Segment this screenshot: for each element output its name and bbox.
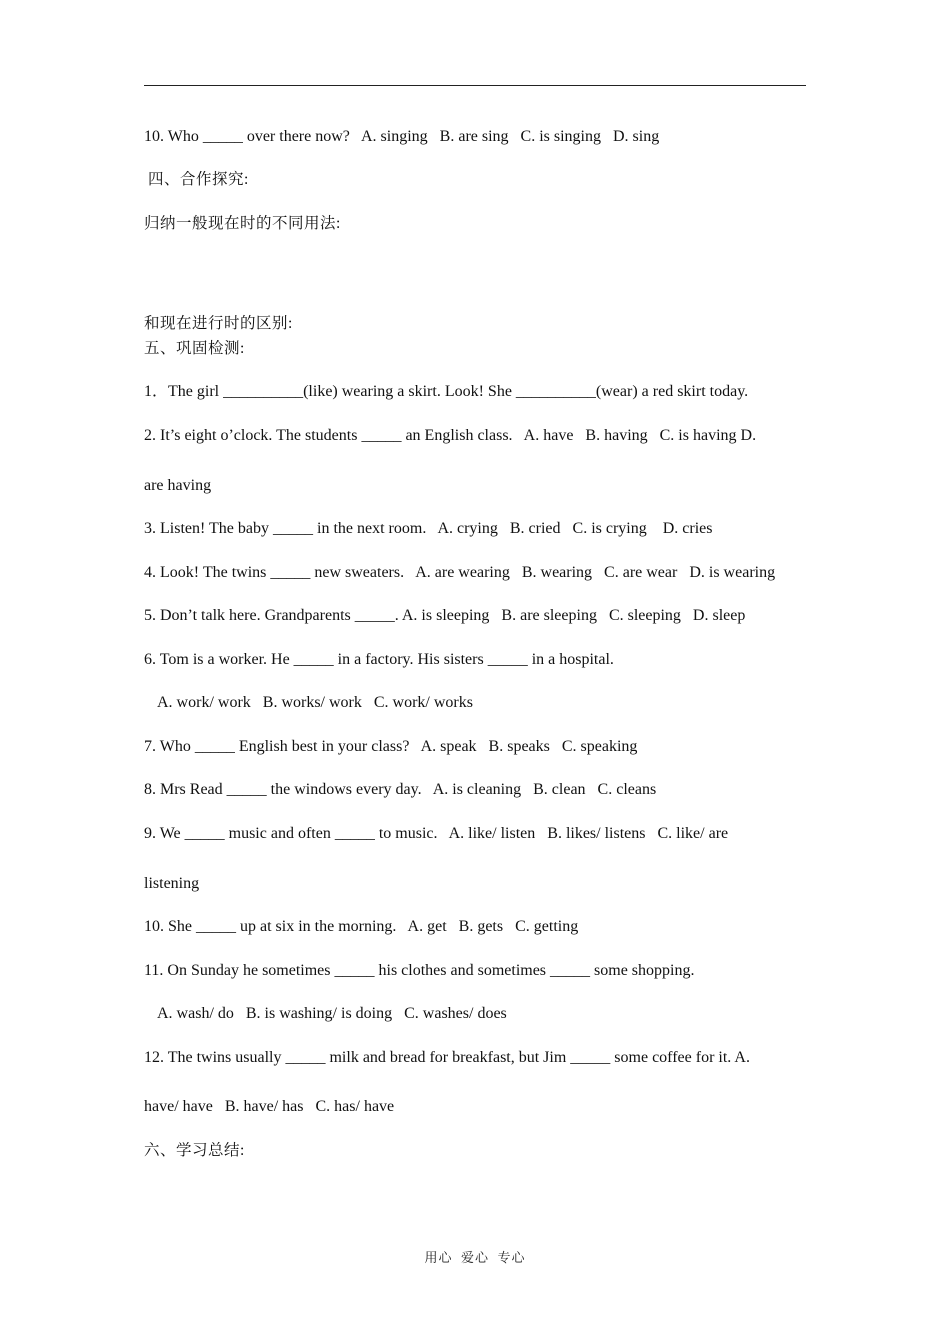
exercise-7: 7. Who _____ English best in your class? A. speak B. speaks C. speaking (144, 738, 638, 755)
exercise-12: 12. The twins usually _____ milk and bread for breakfast, but Jim _____ some coffee for it. A. (144, 1049, 750, 1066)
section-five-heading: 五、巩固检测: (144, 340, 245, 357)
exercise-1: 1．The girl __________(like) wearing a skirt. Look! She __________(wear) a red skirt today. (144, 383, 749, 400)
exercise-11: 11. On Sunday he sometimes _____ his clothes and sometimes _____ some shopping. (144, 962, 695, 979)
exercise-12-continued: have/ have B. have/ has C. has/ have (144, 1098, 395, 1115)
exercise-5: 5. Don’t talk here. Grandparents _____. A. is sleeping B. are sleeping C. sleeping D. sleep (144, 607, 746, 624)
exercise-9: 9. We _____ music and often _____ to music. A. like/ listen B. likes/ listens C. like/ are (144, 825, 729, 842)
exercise-10: 10. She _____ up at six in the morning. A. get B. gets C. getting (144, 918, 579, 935)
exercise-2-continued: are having (144, 477, 212, 494)
question-10-continuous: 10. Who _____ over there now? A. singing B. are sing C. is singing D. sing (144, 128, 660, 145)
exercise-6: 6. Tom is a worker. He _____ in a factory. His sisters _____ in a hospital. (144, 651, 614, 668)
exercise-6-options: A. work/ work B. works/ work C. work/ works (157, 694, 473, 711)
header-rule (144, 85, 806, 86)
difference-prompt: 和现在进行时的区别: (144, 315, 293, 332)
page-footer: 用心 爱心 专心 (424, 1250, 526, 1265)
section-six-heading: 六、学习总结: (144, 1142, 245, 1159)
exercise-2: 2. It’s eight o’clock. The students _____ an English class. A. have B. having C. is having D. (144, 427, 757, 444)
exercise-9-continued: listening (144, 875, 200, 892)
exercise-4: 4. Look! The twins _____ new sweaters. A. are wearing B. wearing C. are wear D. is wearing (144, 564, 776, 581)
exercise-8: 8. Mrs Read _____ the windows every day. A. is cleaning B. clean C. cleans (144, 781, 657, 798)
exercise-11-options: A. wash/ do B. is washing/ is doing C. washes/ does (157, 1005, 507, 1022)
exercise-3: 3. Listen! The baby _____ in the next room. A. crying B. cried C. is crying D. cries (144, 520, 713, 537)
section-four-heading: 四、合作探究: (148, 171, 249, 188)
summarize-present-simple-prompt: 归纳一般现在时的不同用法: (144, 215, 341, 232)
